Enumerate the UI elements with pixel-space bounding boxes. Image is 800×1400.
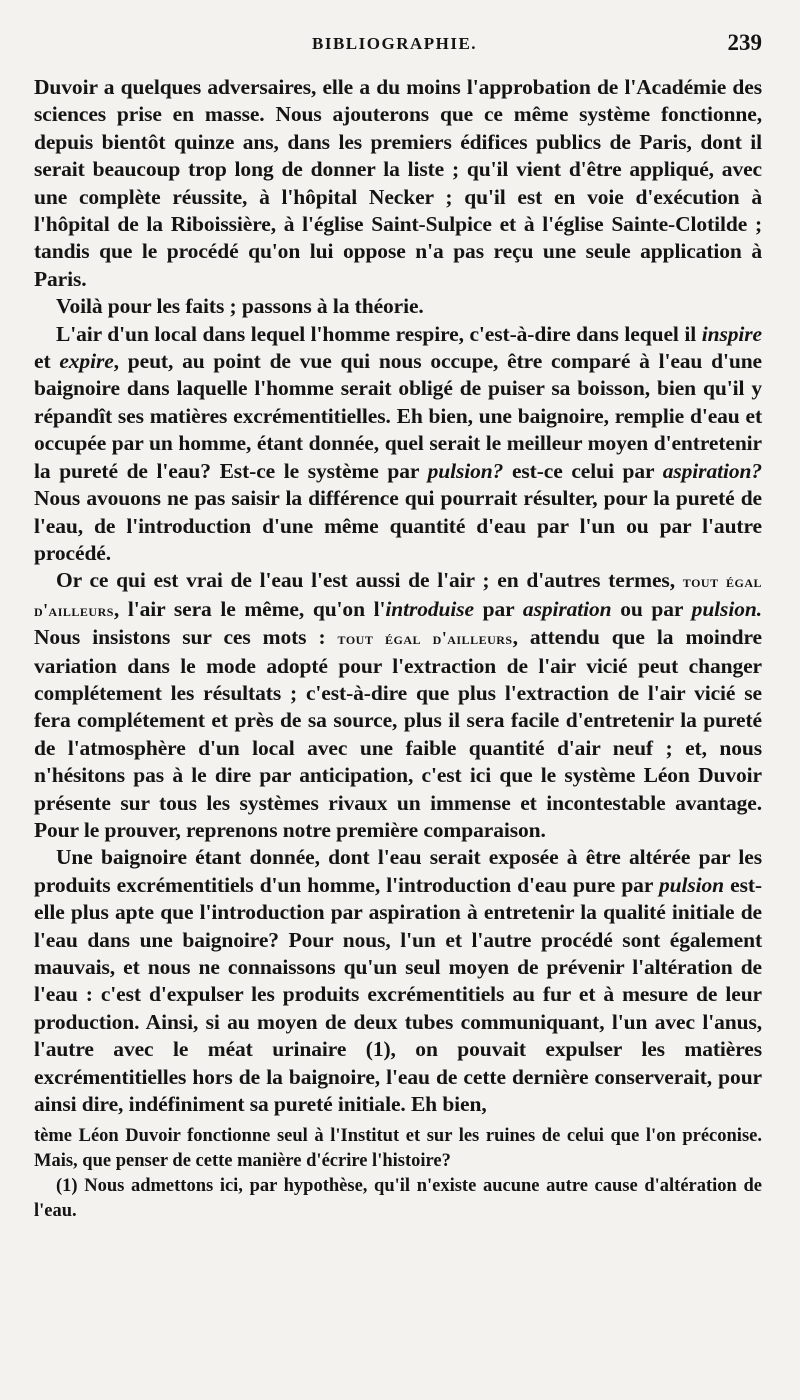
text-run: Nous avouons ne pas saisir la différence qui pourrait résulter, pour la pureté de l'eau, de l'introduction d'une même quantité d'eau par l'un ou par l'autre procédé. [34, 486, 762, 565]
body-paragraph [34, 321, 762, 568]
text-run: , attendu que la moindre variation dans le mode adopté pour l'extraction de l'air vicié peut changer complétement les résultats ; c'est-à-dire que plus l'extraction de l'air vicié se fera complétement et près de sa source, plus il sera facile d'entretenir la pureté de l'atmosphère d'un local avec une faible quantité d'air neuf ; et, nous n'hésitons pas à le dire par anticipation, c'est ici que le système Léon Duvoir présente sur tous les systèmes rivaux un immense et incontestable avantage. Pour le prouver, reprenons notre première comparaison. [34, 625, 762, 842]
footnote: tème Léon Duvoir fonctionne seul à l'Institut et sur les ruines de celui que l'on préconise. Mais, que penser de cette manière d'écrire l'histoire? [34, 1126, 762, 1172]
text-run: , l'air sera le même, qu'on l' [113, 596, 386, 621]
text-run: Duvoir a quelques adversaires, elle a du moins l'approbation de l'Académie des sciences prise en masse. Nous ajouterons que ce même système fonctionne, depuis bientôt quinze ans, dans les premiers édifices publics de Paris, dont il serait beaucoup trop long de donner la liste ; qu'il vient d'être appliqué, avec une complète réussite, à l'hôpital Necker ; qu'il est en voie d'exécution à l'hôpital de la Riboissière, à l'église Saint-Sulpice et à l'église Sainte-Clotilde ; tandis que le procédé qu'on lui oppose n'a pas reçu une seule application à Paris. [34, 75, 762, 291]
italic-text: aspiration? [662, 458, 762, 483]
text-run: Nous insistons sur ces mots : [34, 625, 338, 650]
small-caps-text: tout égal d'ailleurs [34, 571, 763, 620]
running-head [34, 30, 762, 74]
italic-text: pulsion? [427, 458, 504, 483]
italic-text: pulsion [659, 872, 725, 897]
body-paragraph [34, 74, 762, 293]
text-run: est-ce celui par [503, 458, 663, 483]
running-title: BIBLIOGRAPHIE. [312, 34, 478, 53]
body-text [34, 74, 762, 1118]
text-run: ou par [611, 596, 692, 621]
body-paragraph [34, 293, 762, 320]
text-run: et [34, 349, 60, 374]
text-run: L'air d'un local dans lequel l'homme respire, c'est-à-dire dans lequel il [56, 321, 702, 346]
text-run: Or ce qui est vrai de l'eau l'est aussi de l'air ; en d'autres termes, [56, 568, 683, 593]
text-run: Voilà pour les faits ; passons à la théorie. [56, 294, 424, 319]
body-paragraph [34, 567, 762, 844]
italic-text: inspire [701, 321, 762, 346]
footnotes [34, 1124, 762, 1224]
footnote: (1) Nous admettons ici, par hypothèse, qu'il n'existe aucune autre cause d'altération de l'eau. [34, 1176, 762, 1222]
italic-text: pulsion. [691, 596, 762, 621]
text-run: est-elle plus apte que l'introduction par aspiration à entretenir la qualité initiale de l'eau dans une baignoire? Pour nous, l'un et l'autre procédé sont également mauvais, et nous ne connaissons qu'un seul moyen de prévenir l'altération de l'eau : c'est d'expulser les produits excrémentitiels au fur et à mesure de leur production. Ainsi, si au moyen de deux tubes communiquant, l'un avec l'anus, l'autre avec le méat urinaire (1), on pouvait expulser les matières excrémentitielles hors de la baignoire, l'eau de cette dernière conserverait, pour ainsi dire, indéfiniment sa pureté initiale. Eh bien, [34, 872, 762, 1117]
text-run: , peut, au point de vue qui nous occupe, être comparé à l'eau d'une baignoire dans laquelle l'homme serait obligé de puiser sa boisson, bien qu'il y répandît ses matières excrémentitielles. Eh bien, une baignoire, remplie d'eau et occupée par un homme, étant donnée, quel serait le meilleur moyen d'entretenir la pureté de l'eau? Est-ce le système par [34, 349, 762, 483]
page-number: 239 [727, 30, 762, 55]
italic-text: aspiration [522, 596, 612, 621]
italic-text: introduise [385, 596, 474, 621]
body-paragraph [34, 844, 762, 1118]
text-run: par [473, 596, 523, 621]
small-caps-text: tout égal d'ailleurs [337, 628, 513, 649]
italic-text: expire [59, 349, 114, 374]
text-run: Une baignoire étant donnée, dont l'eau serait exposée à être altérée par les produits excrémentitiels d'un homme, l'introduction d'eau pure par [34, 845, 762, 897]
